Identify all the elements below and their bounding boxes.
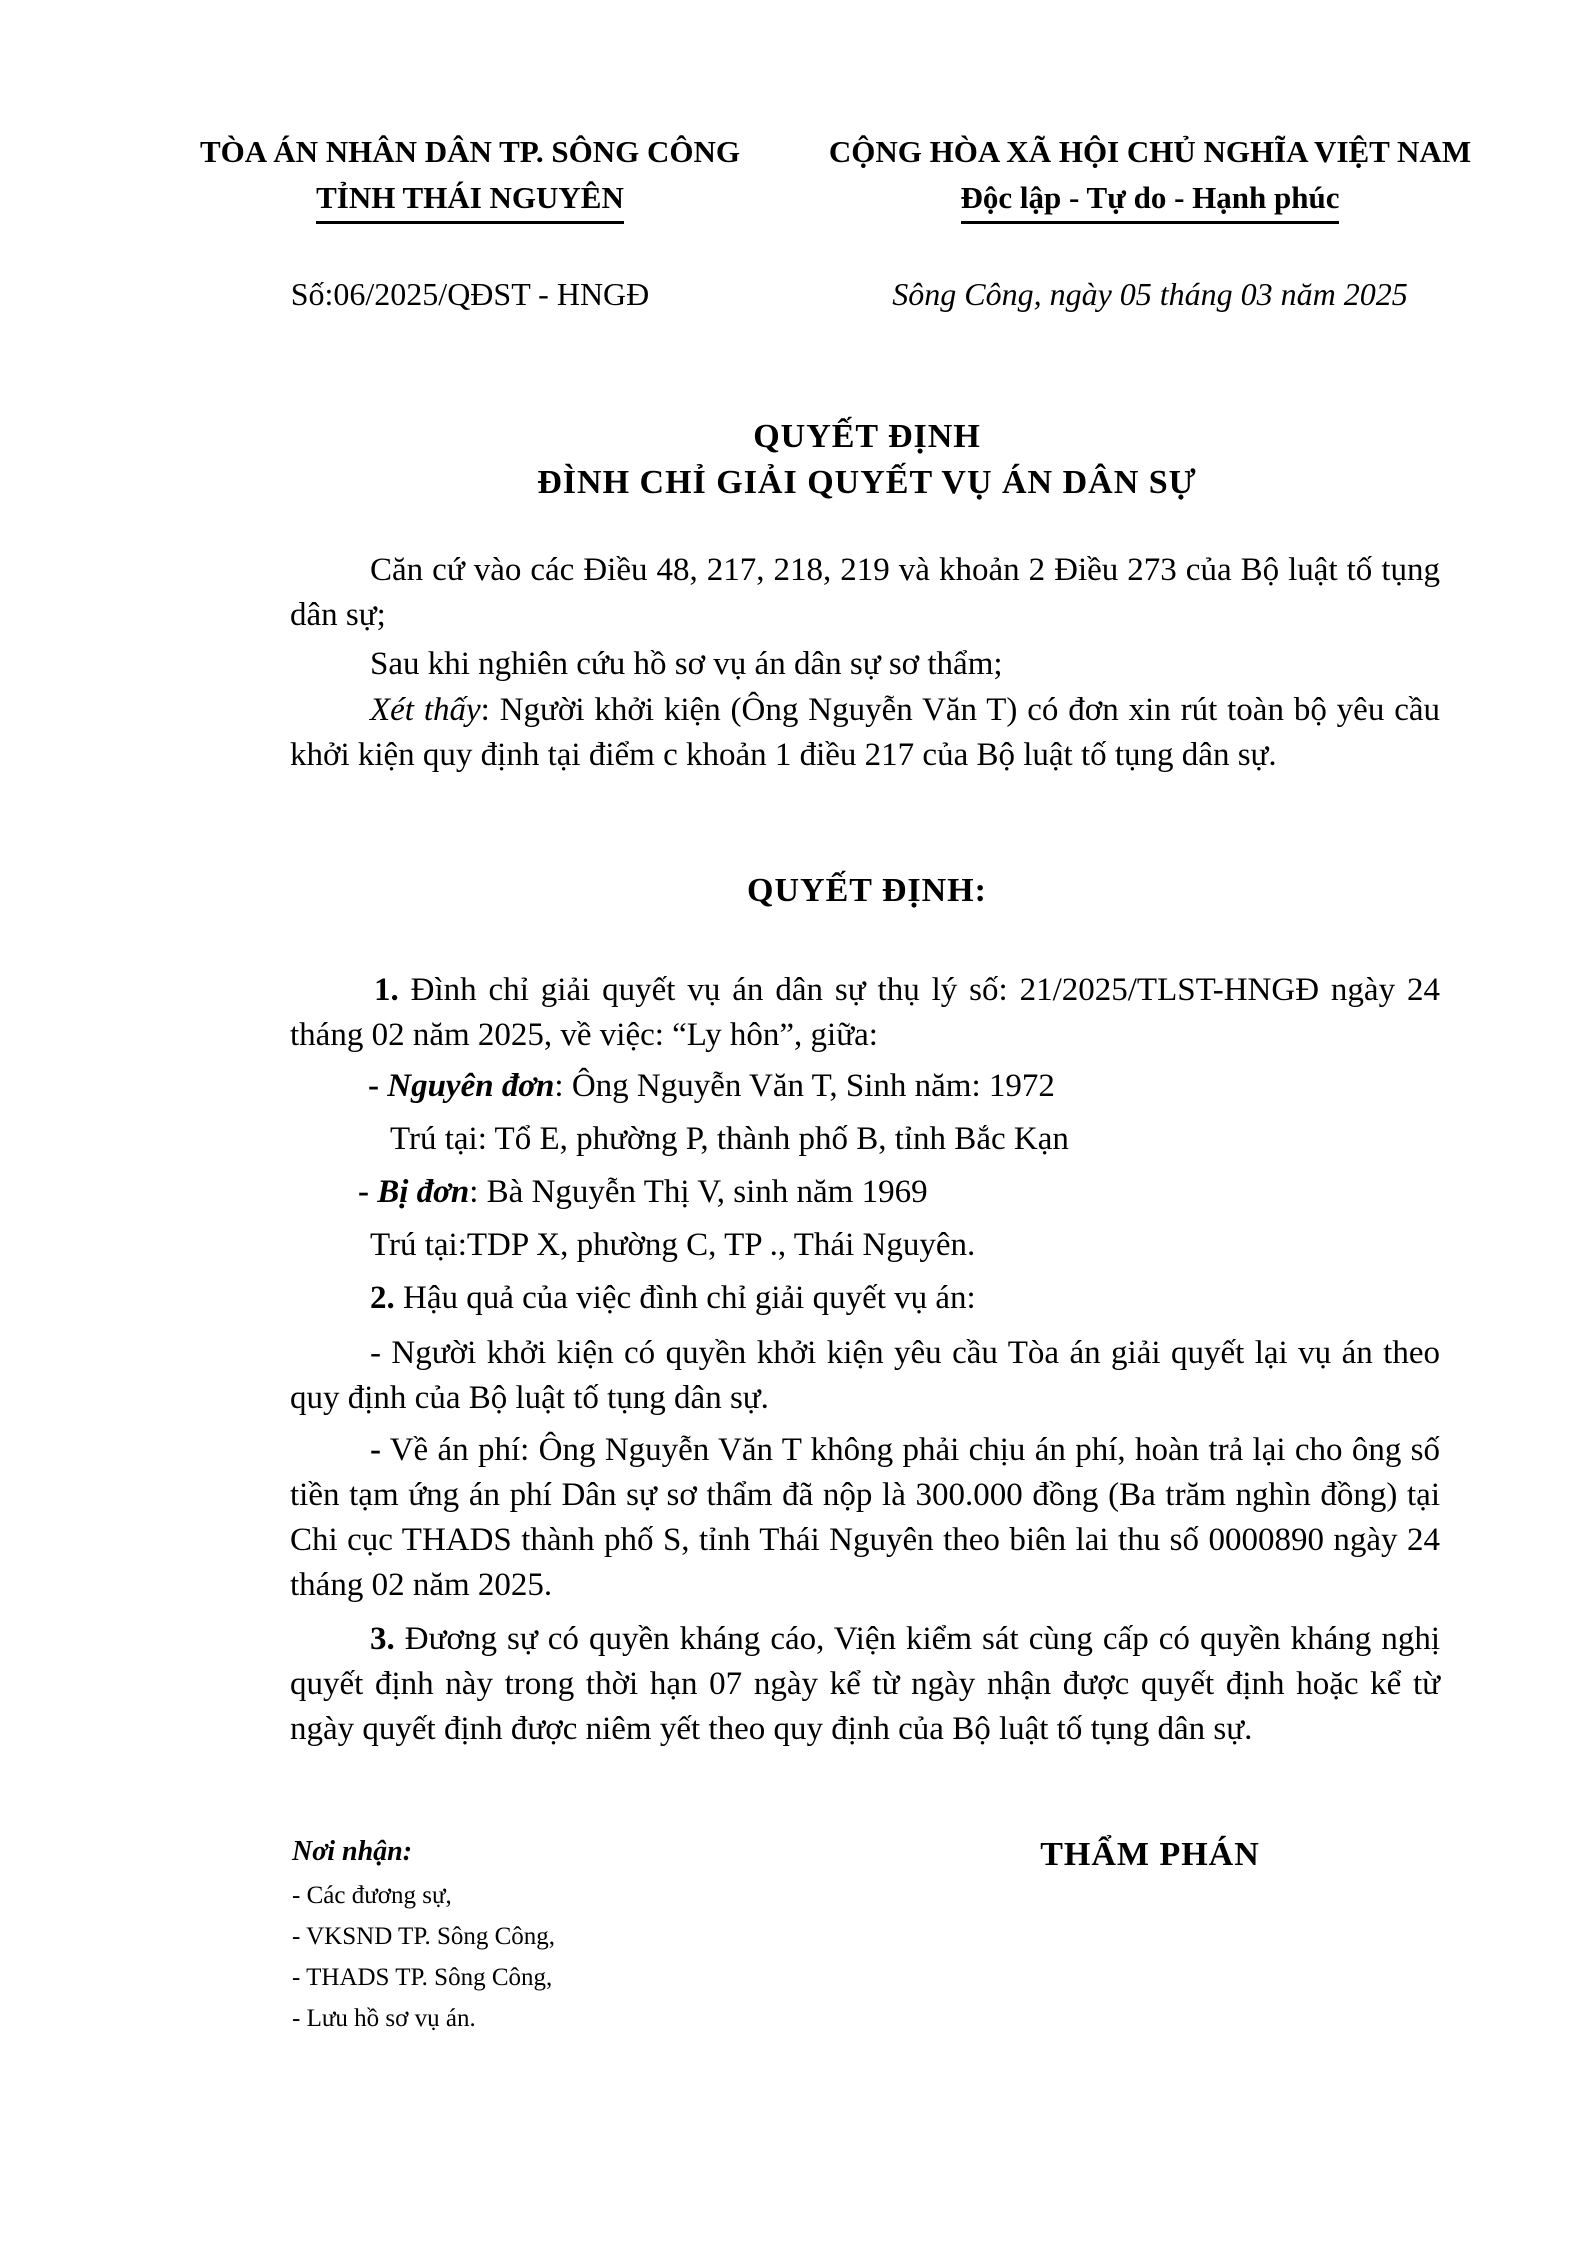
item-2: [370, 1276, 976, 1321]
recipients-label: Nơi nhận:: [292, 1836, 413, 1867]
plaintiff-line: [368, 1064, 1055, 1109]
recipient-item: - THADS TP. Sông Công,: [292, 1964, 553, 1991]
defendant-line: [358, 1170, 928, 1215]
considering-text: : Người khởi kiện (Ông Nguyễn Văn T) có đơn xin rút toàn bộ yêu cầu khởi kiện quy định tại điểm c khoản 1 điều 217 của Bộ luật tố tụng dân sự.: [290, 692, 1440, 773]
court-fee-dash: -: [370, 1432, 381, 1468]
research-statement: Sau khi nghiên cứu hồ sơ vụ án dân sự sơ thẩm;: [370, 646, 1003, 682]
considering-paragraph: [290, 688, 1440, 778]
national-motto: [810, 178, 1490, 224]
document-title: QUYẾT ĐỊNH: [753, 418, 981, 455]
item-1: [290, 968, 1440, 1058]
document-subtitle: ĐÌNH CHỈ GIẢI QUYẾT VỤ ÁN DÂN SỰ: [537, 464, 1197, 501]
national-title: CỘNG HÒA XÃ HỘI CHỦ NGHĨA VIỆT NAM: [828, 134, 1472, 169]
legal-basis: Căn cứ vào các Điều 48, 217, 218, 219 và khoản 2 Điều 273 của Bộ luật tố tụng dân sự;: [290, 552, 1440, 633]
plaintiff-dash: -: [368, 1068, 388, 1104]
item-3: [290, 1617, 1440, 1752]
item-1-number: 1.: [374, 972, 399, 1008]
item-3-text: Đương sự có quyền kháng cáo, Viện kiểm sát cùng cấp có quyền kháng nghị quyết định này trong thời hạn 07 ngày kể từ ngày nhận được quyết định hoặc kể từ ngày quyết định được niêm yết theo quy định của Bộ luật tố tụng dân sự.: [290, 1621, 1440, 1747]
recipient-item: - Các đương sự,: [292, 1882, 452, 1909]
place-date: Sông Công, ngày 05 tháng 03 năm 2025: [892, 276, 1408, 312]
national-motto-text: Độc lập - Tự do - Hạnh phúc: [961, 178, 1340, 224]
plaintiff-label: Nguyên đơn: [387, 1068, 555, 1104]
defendant-text: : Bà Nguyễn Thị V, sinh năm 1969: [469, 1174, 928, 1210]
court-fee-text: Về án phí: Ông Nguyễn Văn T không phải chịu án phí, hoàn trả lại cho ông số tiền tạm ứng án phí Dân sự sơ thẩm đã nộp là 300.000 đồng (Ba trăm nghìn đồng) tại Chi cục THADS thành phố S, tỉnh Thái Nguyên theo biên lai thu số 0000890 ngày 24 tháng 02 năm 2025.: [290, 1432, 1440, 1603]
court-name: TÒA ÁN NHÂN DÂN TP. SÔNG CÔNG: [200, 134, 740, 169]
defendant-label: Bị đơn: [377, 1174, 470, 1210]
court-province-text: TỈNH THÁI NGUYÊN: [316, 178, 624, 224]
item-2-consequence: - Người khởi kiện có quyền khởi kiện yêu cầu Tòa án giải quyết lại vụ án theo quy định của Bộ luật tố tụng dân sự.: [290, 1335, 1440, 1416]
decision-heading: QUYẾT ĐỊNH:: [747, 872, 987, 909]
recipient-item: - VKSND TP. Sông Công,: [292, 1923, 556, 1950]
plaintiff-text: : Ông Nguyễn Văn T, Sinh năm: 1972: [554, 1068, 1055, 1104]
signer-title: THẨM PHÁN: [1040, 1836, 1260, 1873]
recipient-item: - Lưu hồ sơ vụ án.: [292, 2005, 476, 2032]
item-2-court-fee: [290, 1428, 1440, 1608]
plaintiff-address: Trú tại: Tổ E, phường P, thành phố B, tỉnh Bắc Kạn: [390, 1121, 1069, 1157]
defendant-address: Trú tại:TDP X, phường C, TP ., Thái Nguyên.: [370, 1227, 976, 1263]
court-province: [170, 178, 770, 224]
defendant-dash: -: [358, 1174, 378, 1210]
item-2-text: Hậu quả của việc đình chỉ giải quyết vụ án:: [394, 1280, 976, 1316]
considering-label: Xét thấy: [370, 692, 481, 728]
document-number: Số:06/2025/QĐST - HNGĐ: [290, 276, 650, 312]
item-2-number: 2.: [370, 1280, 395, 1316]
item-3-number: 3.: [370, 1621, 395, 1657]
item-1-text: Đình chỉ giải quyết vụ án dân sự thụ lý số: 21/2025/TLST-HNGĐ ngày 24 tháng 02 năm 2025, về việc: “Ly hôn”, giữa:: [290, 972, 1440, 1053]
